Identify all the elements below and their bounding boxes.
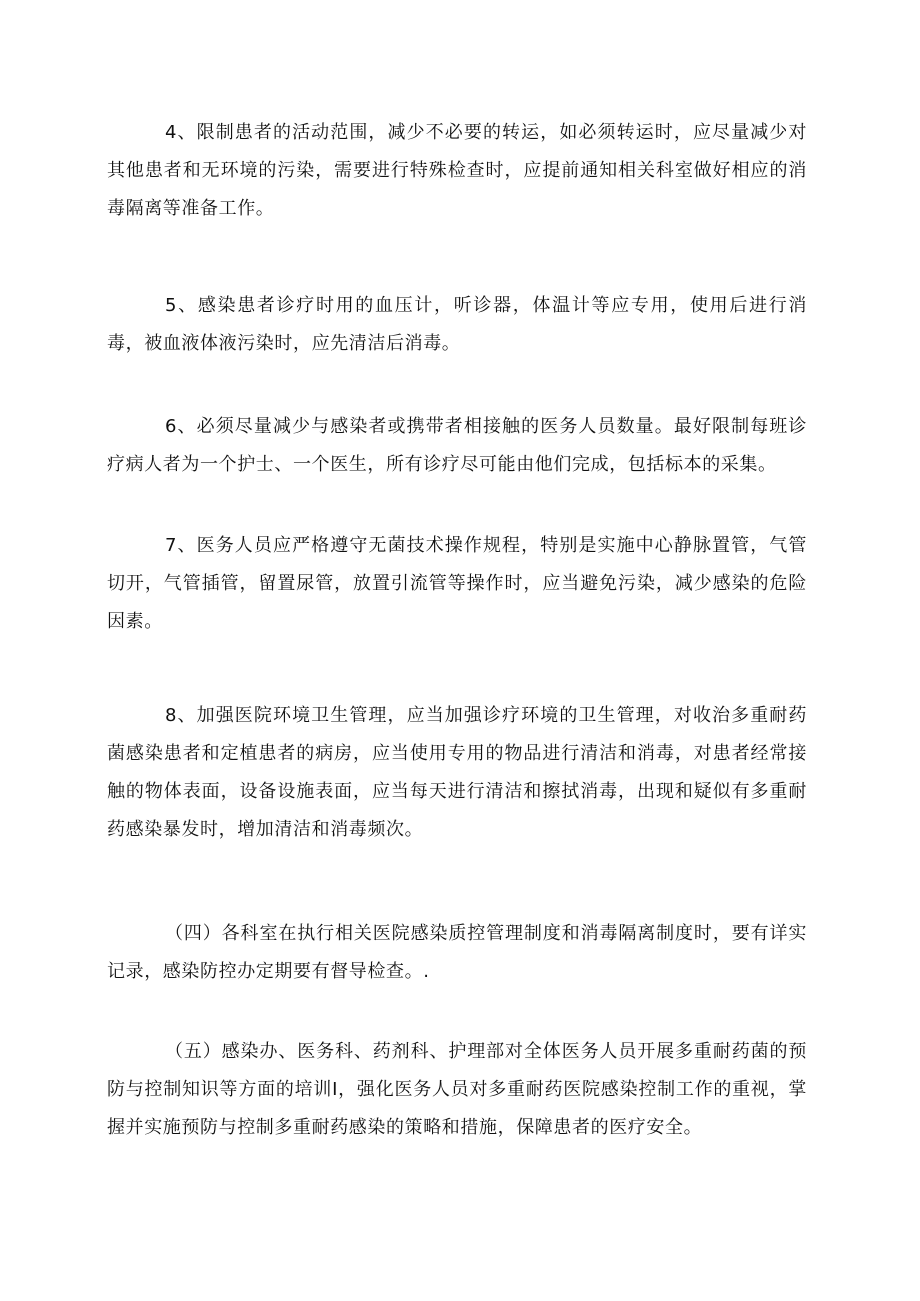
paragraph-item-5: 5、感染患者诊疗时用的血压计，听诊器，体温计等应专用，使用后进行消毒，被血液体液污染时，应先清洁后消毒。 <box>107 295 807 354</box>
paragraph-item-7: 7、医务人员应严格遵守无菌技术操作规程，特别是实施中心静脉置管，气管切开，气管插管，留置尿管，放置引流管等操作时，应当避免污染，减少感染的危险因素。 <box>107 535 807 632</box>
paragraph-section-5: （五）感染办、医务科、药剂科、护理部对全体医务人员开展多重耐药菌的预防与控制知识等方面的培训I，强化医务人员对多重耐药医院感染控制工作的重视，掌握并实施预防与控制多重耐药感染的策略和措施，保障患者的医疗安全。 <box>107 1041 807 1138</box>
paragraph-section-4: （四）各科室在执行相关医院感染质控管理制度和消毒隔离制度时，要有详实记录，感染防控办定期要有督导检查。. <box>107 923 807 982</box>
paragraph-item-4: 4、限制患者的活动范围，减少不必要的转运，如必须转运时，应尽量减少对其他患者和无环境的污染，需要进行特殊检查时，应提前通知相关科室做好相应的消毒隔离等准备工作。 <box>107 122 807 219</box>
paragraph-item-6: 6、必须尽量减少与感染者或携带者相接触的医务人员数量。最好限制每班诊疗病人者为一个护士、一个医生，所有诊疗尽可能由他们完成，包括标本的采集。 <box>107 416 807 475</box>
paragraph-item-8: 8、加强医院环境卫生管理，应当加强诊疗环境的卫生管理，对收治多重耐药菌感染患者和定植患者的病房，应当使用专用的物品进行清洁和消毒，对患者经常接触的物体表面，设备设施表面，应当每天进行清洁和擦拭消毒，出现和疑似有多重耐药感染暴发时，增加清洁和消毒频次。 <box>107 705 807 840</box>
